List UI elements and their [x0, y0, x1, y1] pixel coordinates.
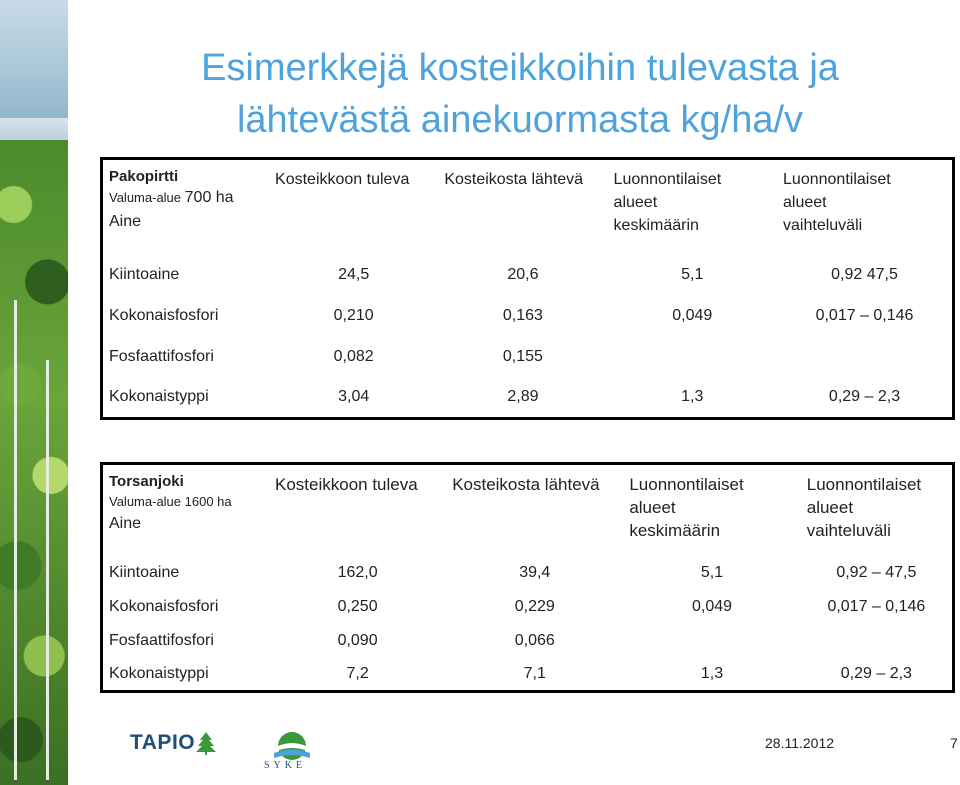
cell-value: 0,29 – 2,3 [840, 664, 912, 682]
catchment-area: Valuma-alue 700 ha [109, 189, 234, 206]
cell-value: 7,2 [346, 664, 369, 682]
column-header: Luonnontilaiset alueet keskimäärin [629, 475, 744, 540]
cell-value [801, 624, 954, 658]
table-row [102, 590, 954, 624]
column-header: Kosteikkoon tuleva [275, 475, 418, 494]
cell-value: 3,04 [338, 388, 370, 406]
row-label: Fosfaattifosfori [109, 631, 214, 649]
cell-value: 1,3 [700, 664, 724, 682]
cell-value [777, 337, 953, 378]
cell-value: 0,210 [333, 307, 374, 324]
birch-trunk [46, 360, 49, 780]
cell-value: 0,066 [514, 631, 555, 649]
cell-value: 0,92 47,5 [831, 266, 898, 283]
row-label: Kokonaisfosfori [109, 597, 219, 615]
column-header: Luonnontilaiset alueet vaihteluväli [806, 475, 922, 540]
cell-value: 24,5 [338, 266, 370, 283]
birch-trunk [14, 300, 17, 780]
cell-value: 0,017 – 0,146 [827, 597, 926, 615]
table-row [102, 556, 954, 590]
cell-value: 0,049 [672, 307, 713, 324]
tapio-logo [130, 731, 217, 755]
title-line-1: Esimerkkejä kosteikkoihin tulevasta ja [201, 47, 839, 89]
syke-logo-text: SYKE [264, 760, 307, 771]
table-row [102, 337, 954, 378]
row-label: Kiintoaine [109, 266, 180, 283]
substance-label: Aine [109, 213, 142, 230]
spruce-icon [195, 731, 217, 755]
column-header: Kosteikosta lähtevä [444, 171, 584, 188]
cell-value: 0,163 [502, 307, 543, 324]
cell-value: 0,250 [337, 597, 378, 615]
column-header: Kosteikosta lähtevä [452, 475, 600, 494]
cell-value: 0,92 – 47,5 [836, 563, 917, 581]
table-row [102, 624, 954, 658]
cell-value: 0,29 – 2,3 [828, 388, 901, 406]
table-header-row [102, 159, 954, 255]
site-name: Torsanjoki [109, 473, 184, 490]
site-name: Pakopirtti [109, 168, 179, 185]
cell-value: 0,082 [333, 348, 374, 365]
table-header-row [102, 464, 954, 556]
column-header: Luonnontilaiset alueet vaihteluväli [783, 171, 891, 234]
forest-trees [0, 140, 68, 785]
forest-sky [0, 0, 68, 125]
cell-value: 20,6 [507, 266, 539, 283]
catchment-area: Valuma-alue 1600 ha [109, 494, 232, 509]
table-row [102, 255, 954, 296]
page-number: 7 [950, 735, 958, 751]
cell-value: 1,3 [681, 388, 704, 406]
table-row [102, 658, 954, 692]
cell-value: 5,1 [700, 563, 724, 581]
row-label: Kiintoaine [109, 563, 180, 581]
cell-value: 162,0 [337, 563, 378, 581]
row-label: Kokonaistyppi [109, 664, 209, 682]
cell-value: 39,4 [519, 563, 551, 581]
row-label: Kokonaisfosfori [109, 307, 219, 324]
row-label: Fosfaattifosfori [109, 348, 214, 365]
table-row [102, 296, 954, 337]
table-row [102, 378, 954, 419]
header-site-cell [102, 464, 270, 556]
table-torsanjoki [100, 462, 955, 693]
cell-value: 0,090 [337, 631, 378, 649]
cell-value: 2,89 [507, 388, 539, 406]
slide-title [130, 42, 910, 146]
cell-value: 0,229 [514, 597, 555, 615]
cell-value: 0,049 [692, 597, 733, 615]
cell-value [608, 337, 777, 378]
cell-value [623, 624, 800, 658]
cell-value: 5,1 [681, 266, 704, 283]
tapio-logo-text: TAPIO [130, 731, 196, 754]
cell-value: 0,017 – 0,146 [815, 307, 914, 324]
cell-value: 7,1 [523, 664, 546, 682]
slide-date: 28.11.2012 [765, 735, 835, 751]
header-site-cell [102, 159, 270, 255]
row-label: Kokonaistyppi [109, 388, 209, 406]
column-header: Luonnontilaiset alueet keskimäärin [613, 171, 722, 234]
table-pakopirtti [100, 157, 955, 420]
column-header: Kosteikkoon tuleva [275, 171, 410, 188]
substance-label: Aine [109, 515, 142, 532]
title-line-2: lähtevästä ainekuormasta kg/ha/v [236, 99, 804, 141]
cell-value: 0,155 [502, 348, 543, 365]
forest-photo-strip [0, 0, 68, 785]
